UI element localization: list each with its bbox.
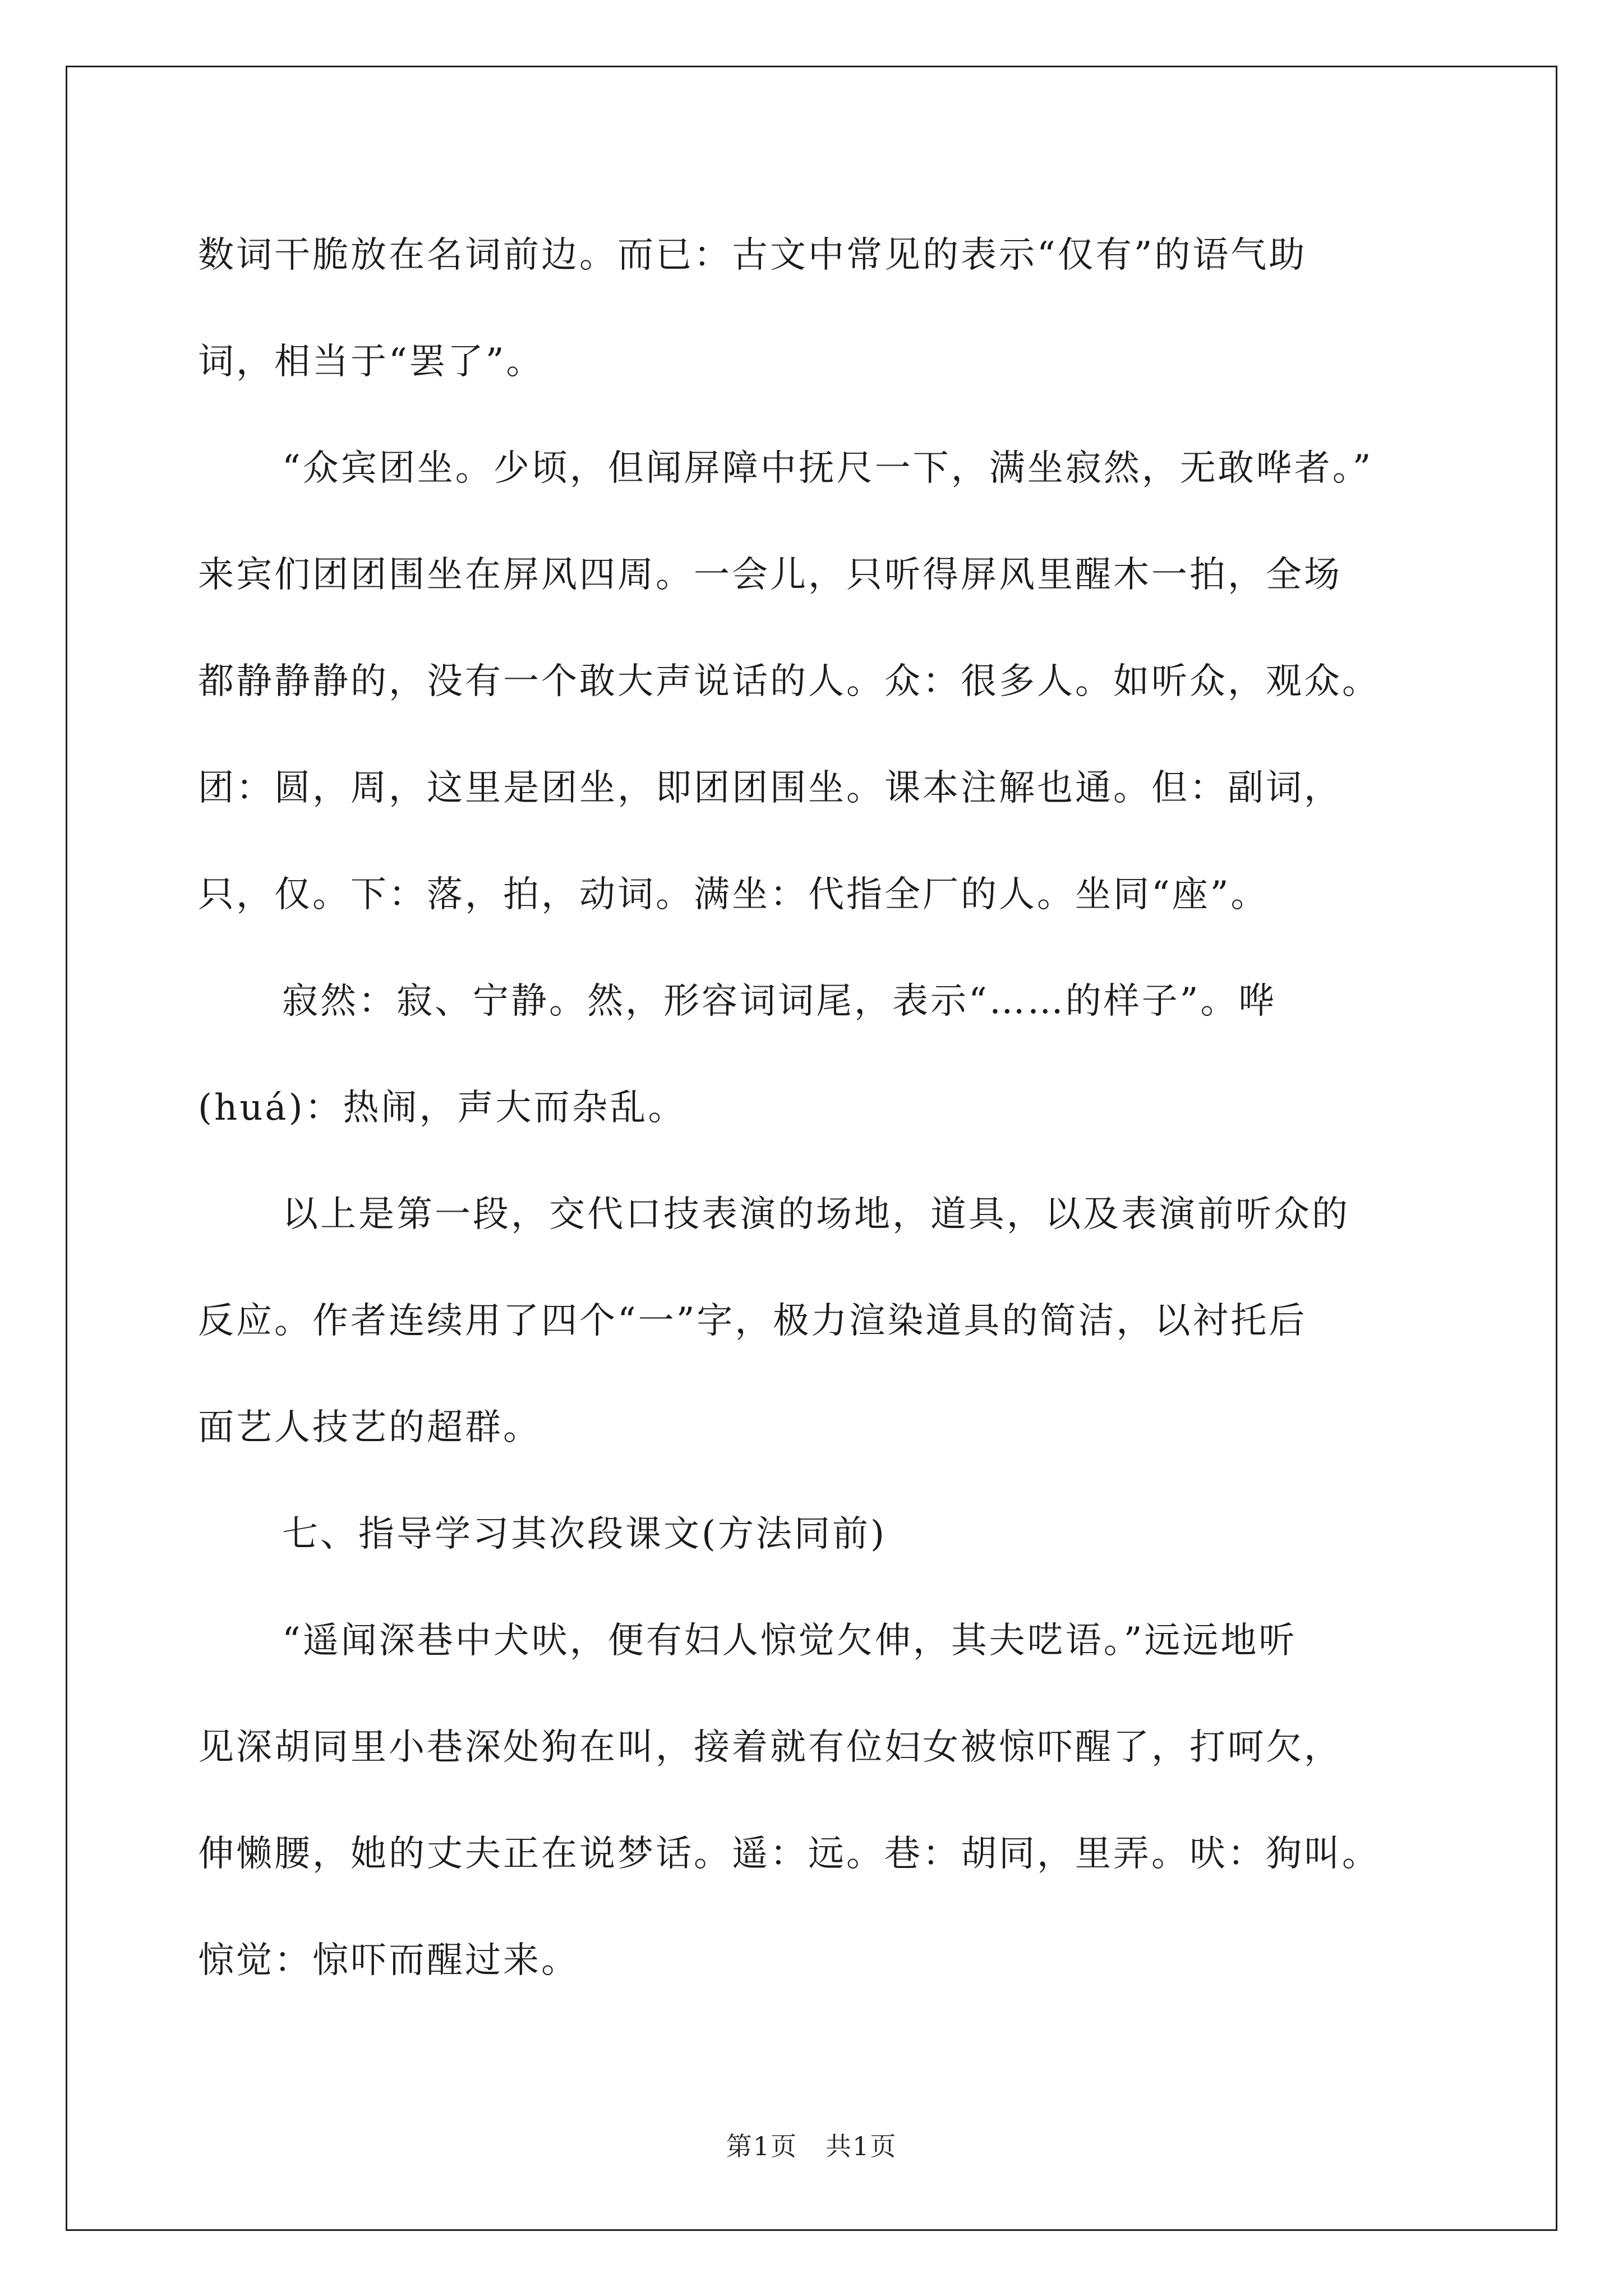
- text-line: “遥闻深巷中犬吠，便有妇人惊觉欠伸，其夫呓语。”远远地听: [282, 1620, 1297, 1662]
- text-line: 来宾们团团围坐在屏风四周。一会儿，只听得屏风里醒木一拍，全场: [198, 554, 1342, 596]
- document-body: [198, 202, 1432, 2014]
- text-line: 团：圆，周，这里是团坐，即团团围坐。课本注解也通。但：副词，: [198, 767, 1342, 809]
- text-line: (huá)：热闹，声大而杂乱。: [198, 1087, 686, 1129]
- text-line: 伸懒腰，她的丈夫正在说梦话。遥：远。巷：胡同，里弄。吠：狗叫。: [198, 1833, 1380, 1875]
- page-number: 第1页: [726, 2131, 797, 2161]
- text-line: 寂然：寂、宁静。然，形容词词尾，表示“……的样子”。哗: [282, 981, 1277, 1022]
- text-line: 只，仅。下：落，拍，动词。满坐：代指全厂的人。坐同“座”。: [198, 874, 1269, 915]
- page-total: 共1页: [826, 2131, 897, 2161]
- text-line: 反应。作者连续用了四个“一”字，极力渲染道具的简洁，以衬托后: [198, 1300, 1307, 1342]
- text-line: 见深胡同里小巷深处狗在叫，接着就有位妇女被惊吓醒了，打呵欠，: [198, 1727, 1342, 1768]
- text-line: “众宾团坐。少顷，但闻屏障中抚尺一下，满坐寂然，无敢哗者。”: [282, 448, 1373, 489]
- text-line: 都静静静的，没有一个敢大声说话的人。众：很多人。如听众，观众。: [198, 661, 1380, 702]
- page-footer: [0, 2126, 1623, 2163]
- section-heading: 七、指导学习其次段课文(方法同前): [282, 1513, 887, 1555]
- text-line: 词，相当于“罢了”。: [198, 341, 545, 383]
- text-line: 以上是第一段，交代口技表演的场地，道具，以及表演前听众的: [282, 1194, 1350, 1235]
- text-line: 面艺人技艺的超群。: [198, 1407, 541, 1448]
- text-line: 惊觉：惊吓而醒过来。: [198, 1940, 579, 1981]
- text-line: 数词干脆放在名词前边。而已：古文中常见的表示“仅有”的语气助: [198, 234, 1307, 276]
